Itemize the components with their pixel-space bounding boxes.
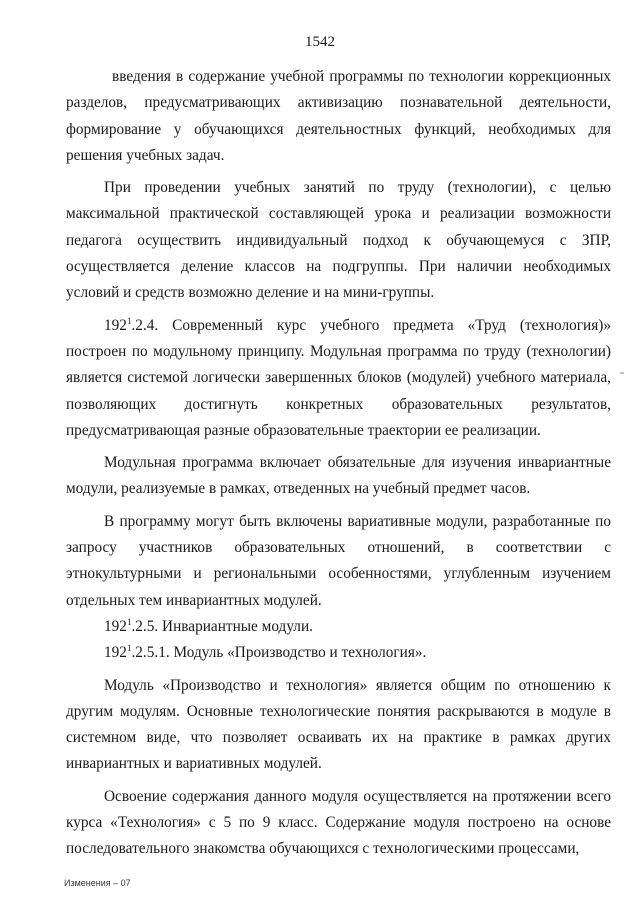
paragraph-modular-course-text: .2.4. Современный курс учебного предмета «Труд (технология)» построен по модульному принципу. Модульная программа по труду (технологии) является системой логически завершенных блоков (модулей) учебного материала, позволяющих достигнуть конкретных образовательных результатов, предусматривающая разные образовательные траектории ее реализации. — [66, 316, 611, 439]
scan-speck — [620, 372, 624, 374]
section-number-superscript: 1 — [126, 315, 132, 326]
section-number-superscript: 1 — [126, 643, 132, 654]
paragraph-invariant-modules: Модульная программа включает обязательные для изучения инвариантные модули, реализуемые в рамках, отведенных на учебный предмет часов. — [66, 454, 611, 498]
page-number: 1542 — [305, 34, 335, 50]
document-body — [66, 64, 611, 863]
section-number-superscript: 1 — [126, 616, 132, 627]
section-number: 192 — [104, 617, 127, 635]
paragraph-module-content: Освоение содержания данного модуля осуществляется на протяжении всего курса «Технология» с 5 по 9 класс. Содержание модуля построено на основе последовательного знакомства обучающихся с технологическими процессами, — [66, 787, 611, 858]
section-number: 192 — [104, 316, 127, 334]
section-number: 192 — [104, 644, 127, 662]
footer-revision: Изменения – 07 — [64, 878, 131, 888]
paragraph-intro-continuation: введения в содержание учебной программы по технологии коррекционных разделов, предусматривающих активизацию познавательной деятельности, формирование у обучающихся деятельностных функций, необходимых для решения учебных задач. — [66, 68, 611, 164]
section-heading-invariant — [66, 614, 611, 640]
section-heading-text: .2.5. Инвариантные модули. — [131, 617, 313, 635]
paragraph-subgroups: При проведении учебных занятий по труду (технологии), с целью максимальной практической составляющей урока и реализации возможности педагога осуществить индивидуальный подход к обучающемуся с ЗПР, осуществляется деление классов на подгруппы. При наличии необходимых условий и средств возможно деление и на мини-группы. — [66, 179, 611, 302]
paragraph-variative-modules: В программу могут быть включены вариативные модули, разработанные по запросу участников образовательных отношений, в соответствии с этнокультурными и региональными особенностями, углубленным изучением отдельных тем инвариантных модулей. — [66, 512, 611, 609]
section-heading-text: .2.5.1. Модуль «Производство и технология». — [131, 644, 427, 662]
paragraph-production-module: Модуль «Производство и технология» является общим по отношению к другим модулям. Основные технологические понятия раскрываются в модуле в системном виде, что позволяет осваивать их на практике в рамках других инвариантных и вариативных модулей. — [66, 676, 611, 773]
paragraph-modular-course — [66, 313, 611, 444]
section-heading-production — [66, 640, 611, 666]
